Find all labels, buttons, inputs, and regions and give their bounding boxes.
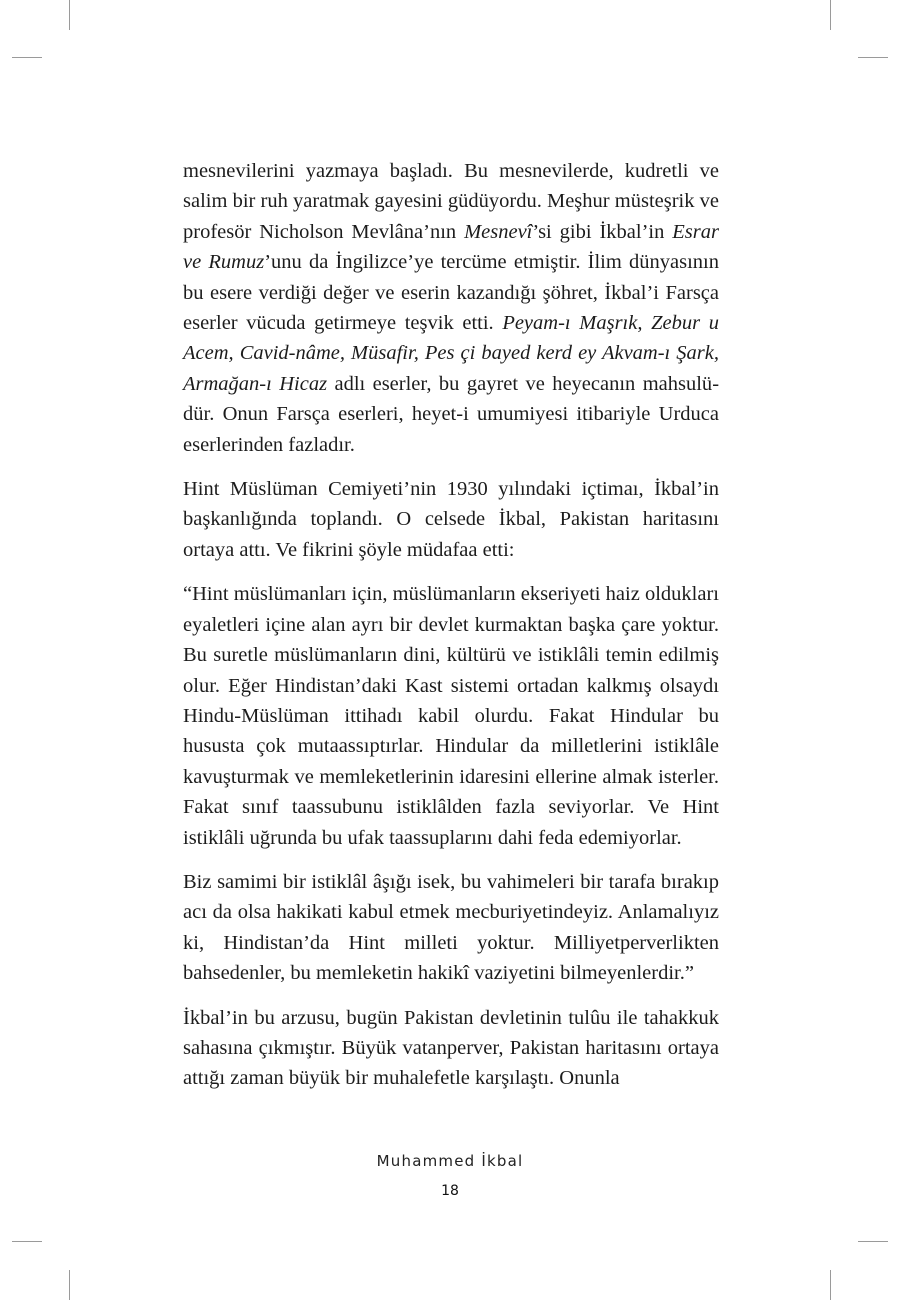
italic-title-esrar-ve-rumuz: Esrar ve Rumuz — [183, 220, 719, 274]
crop-mark-bottom-right-horizontal — [858, 1241, 888, 1242]
crop-mark-top-left-horizontal — [12, 57, 42, 58]
crop-mark-bottom-right-vertical — [830, 1270, 831, 1300]
paragraph-4-quote — [183, 867, 719, 989]
text-run: İkbal’in bu arzusu, bugün Pakistan devletinin tulûu ile tahakkuk sahasına çıkmıştır. Büyük vatanperver, Pakistan haritasını ortaya attığı zaman büyük bir muhalefetle karşılaştı. Onunla — [183, 1006, 719, 1090]
italic-works-list: Peyam-ı Maşrık, Zebur u Acem, Cavid-nâme, Müsafir, Pes çi bayed kerd ey Akvam-ı Şark, Armağan-ı Hicaz — [183, 312, 719, 395]
crop-mark-bottom-left-vertical — [69, 1270, 70, 1300]
running-footer-author: Muhammed İkbal — [376, 1152, 524, 1170]
crop-mark-top-left-vertical — [69, 0, 70, 30]
text-run: “Hint müslümanları için, müslümanların ekseriyeti haiz oldukları eyaletleri içine alan ayrı bir devlet kurmaktan başka çare yoktur. Bu suretle müslümanların dini, kültürü ve istiklâli temin edilmiş olur. Eğer Hindistan’daki Kast sistemi ortadan kalkmış olsaydı Hindu-Müslüman ittihadı kabil olurdu. Fakat Hindular bu hususta çok mutaassıptırlar. Hindular da milletlerini istiklâle kavuşturmak ve memleketlerinin idaresini ellerine almak isterler. Fakat sınıf taassubunu istiklâlden fazla seviyorlar. Ve Hint istiklâli uğrunda bu ufak taassuplarını dahi feda edemiyorlar. — [183, 583, 719, 849]
text-run: mesnevilerini yazmaya başladı. Bu mesnevilerde, kudretli ve salim bir ruh yaratmak gayesini güdüyordu. Meşhur müsteşrik ve profesör Nicholson Mevlâna’nın — [183, 160, 719, 243]
text-run: ’unu da İngilizce’ye tercüme etmiştir. İlim dünyasının bu esere verdiği değer ve eserin kazandığı şöhret, İkbal’i Farsça eserler vücuda getirmeye teşvik etti. — [183, 251, 719, 335]
text-run: Biz samimi bir istiklâl âşığı isek, bu vahimeleri bir tarafa bırakıp acı da olsa hakikati kabul etmek mecburiyetindeyiz. Anlamalıyız ki, Hindistan’da Hint milleti yoktur. Milliyetperverlikten bahsedenler, bu memleketin hakikî vaziyetini bilmeyenlerdir.” — [183, 870, 719, 985]
italic-title-mesnevi: Mesnevî — [464, 220, 533, 243]
crop-mark-top-right-horizontal — [858, 57, 888, 58]
text-run: Hint Müslüman Cemiyeti’nin 1930 yılındaki içtimaı, İkbal’in başkanlığında toplandı. O celsede İkbal, Pakistan haritasını ortaya attı. Ve fikrini şöyle müdafaa etti: — [183, 478, 719, 561]
text-run: ’si gibi İkbal’in — [532, 220, 673, 243]
paragraph-1 — [183, 156, 719, 460]
paragraph-2 — [183, 474, 719, 565]
text-run: adlı eserler, bu gayret ve heyecanın mahsulüdür. Onun Farsça eserleri, heyet-i umumiyesi itibariyle Urduca eserlerinden fazladır. — [183, 372, 720, 456]
crop-mark-bottom-left-horizontal — [12, 1241, 42, 1242]
paragraph-5 — [183, 1003, 719, 1094]
page-body-text — [183, 156, 719, 1108]
paragraph-3-quote — [183, 579, 719, 853]
crop-mark-top-right-vertical — [830, 0, 831, 30]
page-number: 18 — [441, 1183, 459, 1199]
